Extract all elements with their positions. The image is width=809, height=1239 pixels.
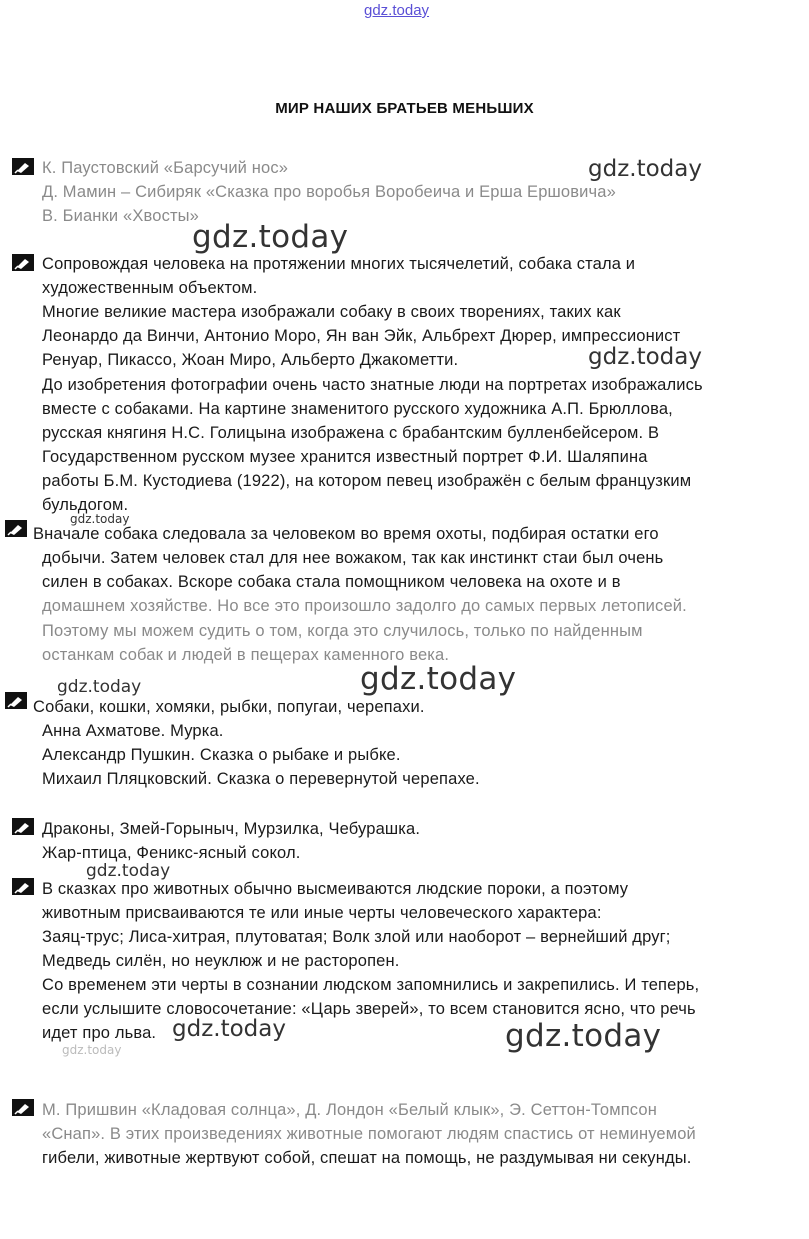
text-line: Жар-птица, Феникс-ясный сокол.: [42, 844, 301, 862]
pen-nib-icon: [12, 254, 34, 271]
site-link[interactable]: gdz.today: [364, 2, 430, 19]
text-line: Поэтому мы можем судить о том, когда это случилось, только по найденным: [42, 622, 643, 640]
text-line: бульдогом.: [42, 496, 129, 514]
text-line: Леонардо да Винчи, Антонио Моро, Ян ван Эйк, Альбрехт Дюрер, импрессионист: [42, 327, 681, 345]
text-line: Анна Ахматове. Мурка.: [42, 722, 224, 740]
text-line: Государственном русском музее хранится известный портрет Ф.И. Шаляпина: [42, 448, 648, 466]
text-line: Сопровождая человека на протяжении многих тысячелетий, собака стала и: [42, 255, 636, 273]
text-line: если услышите словосочетание: «Царь зверей», то всем становится ясно, что речь: [42, 1000, 696, 1018]
text-line: идет про льва.: [42, 1024, 157, 1042]
text-line: М. Пришвин «Кладовая солнца», Д. Лондон «Белый клык», Э. Сеттон-Томпсон: [42, 1101, 657, 1119]
text-line: Медведь силён, но неуклюж и не расторопен.: [42, 952, 400, 970]
text-line: До изобретения фотографии очень часто знатные люди на портретах изображались: [42, 376, 703, 394]
text-line: вместе с собаками. На картине знаменитого русского художника А.П. Брюллова,: [42, 400, 673, 418]
text-line: русская княгиня Н.С. Голицына изображена с брабантским булленбейсером. В: [42, 424, 660, 442]
text-line: Заяц-трус; Лиса-хитрая, плутоватая; Волк злой или наоборот – вернейший друг;: [42, 928, 671, 946]
watermark: gdz.today: [62, 1043, 122, 1057]
watermark: gdz.today: [505, 1018, 662, 1054]
text-line: Многие великие мастера изображали собаку в своих творениях, таких как: [42, 303, 621, 321]
pen-nib-icon: [5, 692, 27, 709]
text-line: животным присваиваются те или иные черты человеческого характера:: [42, 904, 602, 922]
text-line: К. Паустовский «Барсучий нос»: [42, 159, 289, 177]
watermark: gdz.today: [588, 156, 702, 182]
text-line: Ренуар, Пикассо, Жоан Миро, Альберто Джакометти.: [42, 351, 459, 369]
text-line: В сказках про животных обычно высмеиваются людские пороки, а поэтому: [42, 880, 629, 898]
text-line: Собаки, кошки, хомяки, рыбки, попугаи, черепахи.: [33, 698, 425, 716]
text-line: останкам собак и людей в пещерах каменного века.: [42, 646, 450, 664]
watermark: gdz.today: [172, 1016, 286, 1042]
watermark: gdz.today: [588, 344, 702, 370]
text-line: Михаил Пляцковский. Сказка о перевернутой черепахе.: [42, 770, 480, 788]
watermark: gdz.today: [360, 661, 517, 697]
text-line: художественным объектом.: [42, 279, 258, 297]
text-line: работы Б.М. Кустодиева (1922), на котором певец изображён с белым французким: [42, 472, 692, 490]
text-line: В. Бианки «Хвосты»: [42, 207, 200, 225]
text-line: Вначале собака следовала за человеком во время охоты, подбирая остатки его: [33, 525, 659, 543]
page-title: МИР НАШИХ БРАТЬЕВ МЕНЬШИХ: [275, 100, 534, 117]
watermark: gdz.today: [86, 861, 171, 881]
text-line: Д. Мамин – Сибиряк «Сказка про воробья Воробеича и Ерша Ершовича»: [42, 183, 616, 201]
text-line: Со временем эти черты в сознании людском запомнились и закрепились. И теперь,: [42, 976, 700, 994]
pen-nib-icon: [5, 520, 27, 537]
pen-nib-icon: [12, 1099, 34, 1116]
watermark: gdz.today: [70, 512, 130, 526]
text-line: гибели, животные жертвуют собой, спешат на помощь, не раздумывая ни секунды.: [42, 1149, 692, 1167]
watermark: gdz.today: [192, 219, 349, 255]
watermark: gdz.today: [57, 677, 142, 697]
pen-nib-icon: [12, 878, 34, 895]
text-line: Александр Пушкин. Сказка о рыбаке и рыбке.: [42, 746, 401, 764]
text-line: силен в собаках. Вскоре собака стала помощником человека на охоте и в: [42, 573, 621, 591]
text-line: «Снап». В этих произведениях животные помогают людям спастись от неминуемой: [42, 1125, 696, 1143]
pen-nib-icon: [12, 818, 34, 835]
text-line: добычи. Затем человек стал для нее вожаком, так как инстинкт стаи был очень: [42, 549, 664, 567]
text-line: домашнем хозяйстве. Но все это произошло задолго до самых первых летописей.: [42, 597, 687, 615]
pen-nib-icon: [12, 158, 34, 175]
text-line: Драконы, Змей-Горыныч, Мурзилка, Чебурашка.: [42, 820, 421, 838]
